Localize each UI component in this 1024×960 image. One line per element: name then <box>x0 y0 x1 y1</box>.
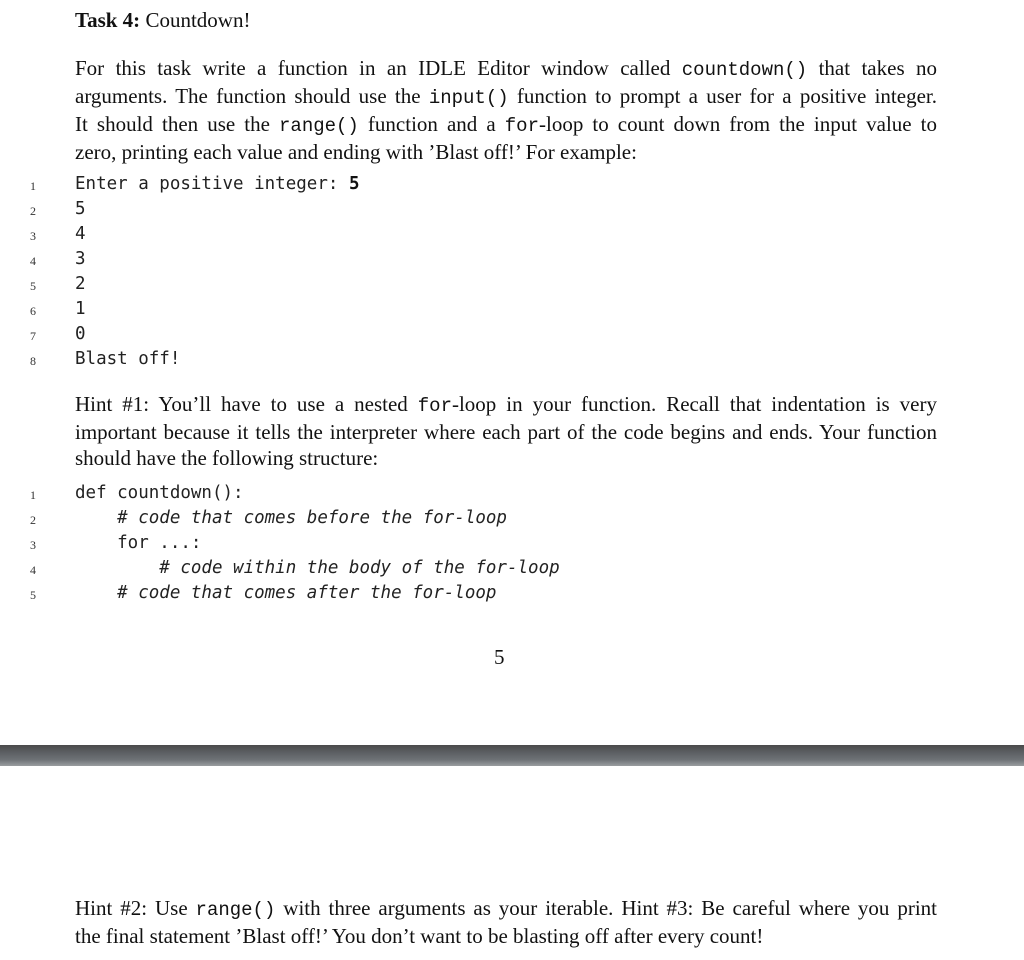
code-text: for ...: <box>75 533 202 553</box>
code-text: 2 <box>75 274 86 294</box>
prompt-text: Enter a positive integer: <box>75 174 349 194</box>
inline-code-countdown: countdown() <box>681 59 808 81</box>
line-number: 3 <box>30 229 36 243</box>
line-number: 5 <box>30 279 36 293</box>
inline-code-range: range() <box>279 115 359 137</box>
intro-line-3 <box>75 111 937 139</box>
line-number: 8 <box>30 354 36 368</box>
hint1-text: Hint #1: You’ll have to use a nested <box>75 392 408 416</box>
code-text: 3 <box>75 249 86 269</box>
intro-text: function to prompt a user for a positive integer. <box>516 84 937 108</box>
task-heading <box>75 7 250 33</box>
hint1-text: -loop in your function. Recall that indentation is very <box>451 392 937 416</box>
code-line <box>0 272 700 297</box>
code-line <box>0 531 700 556</box>
hint2-paragraph <box>75 895 937 949</box>
code-line <box>0 347 700 372</box>
task-title: Countdown! <box>145 8 251 32</box>
hint2-line-2: the final statement ’Blast off!’ You don’t want to be blasting off after every count! <box>75 924 764 948</box>
code-line <box>0 247 700 272</box>
intro-text: For this task write a function in an IDLE Editor window called <box>75 56 671 80</box>
code-line <box>0 222 700 247</box>
task-label: Task 4: <box>75 8 141 32</box>
code-text: Blast off! <box>75 349 181 369</box>
hint2-text: Hint #2: Use <box>75 896 188 920</box>
inline-code-for: for <box>504 115 539 137</box>
page-lower <box>0 766 1024 960</box>
code-text: def countdown(): <box>75 483 244 503</box>
code-line <box>0 197 700 222</box>
line-number: 5 <box>30 588 36 602</box>
line-number: 2 <box>30 204 36 218</box>
intro-text: It should then use the <box>75 112 270 136</box>
hint1-paragraph <box>75 391 937 471</box>
intro-line-4: zero, printing each value and ending with ’Blast off!’ For example: <box>75 140 637 164</box>
inline-code-for: for <box>417 395 452 417</box>
line-number: 4 <box>30 254 36 268</box>
code-line <box>0 297 700 322</box>
code-text: 4 <box>75 224 86 244</box>
intro-line-1 <box>75 55 937 83</box>
line-number: 7 <box>30 329 36 343</box>
code-text: 0 <box>75 324 86 344</box>
hint1-line-3: should have the following structure: <box>75 446 379 470</box>
inline-code-range: range() <box>195 899 276 921</box>
line-number: 1 <box>30 179 36 193</box>
line-number: 2 <box>30 513 36 527</box>
code-line <box>0 322 700 347</box>
line-number: 1 <box>30 488 36 502</box>
inline-code-input: input() <box>428 87 509 109</box>
code-comment: # code within the body of the for-loop <box>75 558 560 578</box>
code-comment: # code that comes before the for-loop <box>75 508 507 528</box>
intro-text: -loop to count down from the input value to <box>539 112 938 136</box>
intro-text: that takes no <box>818 56 938 80</box>
code-line <box>0 506 700 531</box>
page-divider <box>0 745 1024 766</box>
code-line <box>0 581 700 606</box>
intro-text: arguments. The function should use the <box>75 84 421 108</box>
hint2-line-1 <box>75 895 937 923</box>
code-line <box>0 172 700 197</box>
code-text: 5 <box>75 199 86 219</box>
page-number: 5 <box>494 645 505 669</box>
code-comment: # code that comes after the for-loop <box>75 583 497 603</box>
intro-line-2 <box>75 83 937 111</box>
code-line <box>0 481 700 506</box>
line-number: 4 <box>30 563 36 577</box>
code-text: 1 <box>75 299 86 319</box>
intro-paragraph <box>75 55 937 165</box>
line-number: 6 <box>30 304 36 318</box>
prompt-value: 5 <box>348 174 360 194</box>
hint1-line-2: important because it tells the interpreter where each part of the code begins and ends. Your function <box>75 420 937 444</box>
line-number: 3 <box>30 538 36 552</box>
hint1-line-1 <box>75 391 937 419</box>
code-line <box>0 556 700 581</box>
intro-text: function and a <box>367 112 496 136</box>
hint2-text: with three arguments as your iterable. Hint #3: Be careful where you print <box>283 896 937 920</box>
code-text <box>75 172 359 197</box>
